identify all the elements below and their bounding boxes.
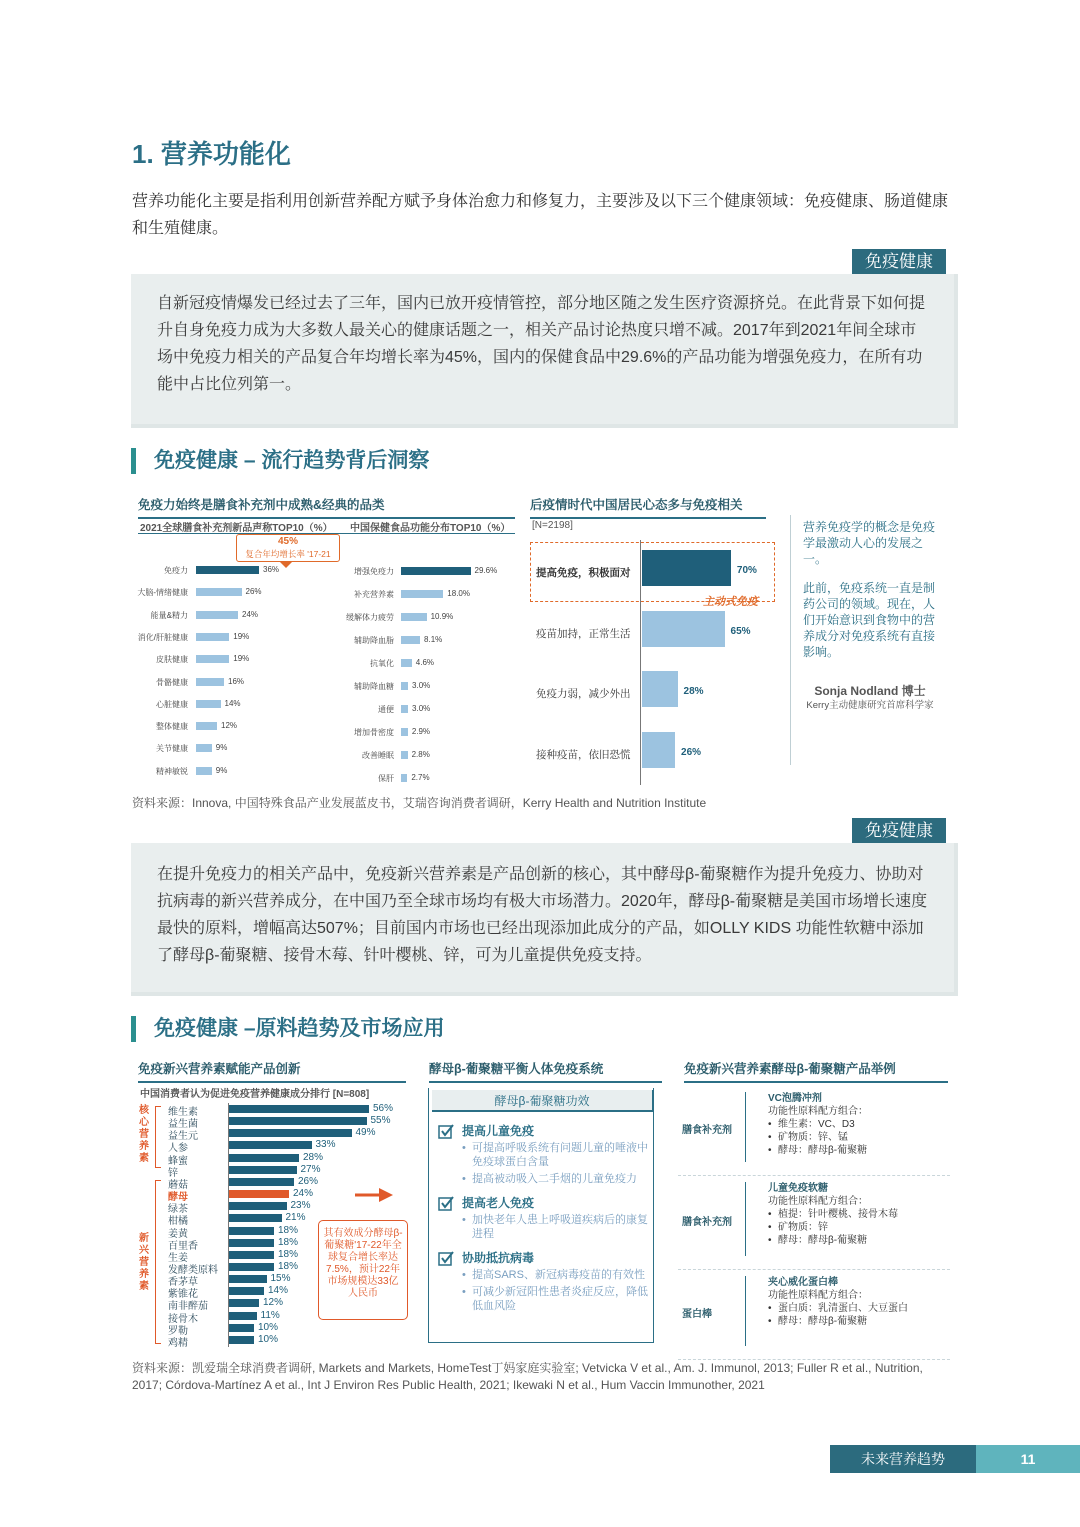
bar-value-label: 12% [221, 721, 238, 731]
product-info [768, 1182, 948, 1247]
product-info [768, 1092, 948, 1157]
bar-label: 益生元 [168, 1131, 198, 1143]
bar-value-label: 27% [300, 1163, 321, 1175]
bar-value-label: 2.7% [411, 773, 430, 782]
product-row [678, 1088, 950, 1176]
bar [401, 728, 408, 736]
bar [642, 611, 725, 647]
bar-label: 消化/肝脏健康 [137, 632, 188, 642]
bar-label: 整体健康 [156, 722, 188, 732]
bar-value-label: 11% [260, 1309, 280, 1321]
bar-label: 南非醉茄 [168, 1301, 208, 1313]
chart-a-title: 免疫力始终是膳食补充剂中成熟&经典的品类 [138, 495, 515, 519]
product-examples [678, 1088, 950, 1362]
bar-value-label: 19% [233, 631, 250, 641]
bar [401, 705, 408, 713]
bar-label: 紫锥花 [168, 1289, 198, 1301]
bar-label: 改善睡眠 [362, 751, 394, 760]
product-category: 蛋白棒 [682, 1309, 712, 1320]
product-bracket [740, 1276, 746, 1346]
bar [401, 774, 407, 782]
bar [196, 611, 238, 619]
efficacy-heading-text: 提高老人免疫 [462, 1196, 535, 1210]
efficacy-heading [438, 1194, 650, 1211]
bar-value-label: 70% [736, 565, 757, 576]
group-core-label: 核心营养素 [139, 1105, 149, 1164]
bar-label: 关节健康 [156, 744, 188, 754]
cagr-callout [236, 534, 340, 562]
product-category: 膳食补充剂 [682, 1217, 732, 1228]
bar-value-label: 26% [681, 746, 702, 758]
bar-value-label: 4.6% [415, 658, 435, 667]
bar-value-label: 9% [215, 743, 228, 753]
checkbox-icon [438, 1195, 454, 1211]
bar [229, 1287, 264, 1295]
chart-b-title: 后疫情时代中国居民心态多与免疫相关 [530, 495, 766, 519]
footer-label: 未来营养趋势 [830, 1445, 976, 1473]
section-heading-trends: 免疫健康 – 流行趋势背后洞察 [131, 448, 429, 474]
bar-label: 通便 [378, 705, 394, 714]
bar-label: 增强免疫力 [354, 567, 394, 576]
global-claims-chart [130, 565, 330, 785]
efficacy-point: • 提高SARS、新冠病毒疫苗的有效性 [462, 1268, 650, 1282]
bar [196, 767, 212, 775]
bar [196, 588, 242, 596]
bar-label: 接种疫苗，依旧恐慌 [536, 748, 631, 761]
info-box-2-text: 在提升免疫力的相关产品中，免疫新兴营养素是产品创新的核心，其中酵母β-葡聚糖作为提升免疫力、协助对抗病毒的新兴营养成分，在中国乃至全球市场均有极大市场潜力。2020年，酵母β-葡聚糖是美国市场增长速度最快的原料，增幅高达507%；目前国内市场也已经出现添加此成分的产品，如OLLY KIDS 功能性软糖中添加了酵母β-葡聚糖、接骨木莓、针叶樱桃、锌，可为儿童提供免疫支持。 [157, 866, 928, 964]
chart-b-sample: [N=2198] [532, 520, 573, 531]
bar [229, 1117, 367, 1125]
bar-label: 绿茶 [168, 1204, 188, 1216]
bar [196, 655, 229, 663]
bar-label: 维生素 [168, 1107, 198, 1118]
page-title: 1. 营养功能化 [132, 139, 291, 169]
bar-label: 疫苗加持，正常生活 [536, 627, 631, 640]
bar-value-label: 56% [373, 1103, 394, 1114]
bar-label: 接骨木 [168, 1313, 198, 1325]
bar-value-label: 26% [298, 1175, 319, 1187]
bar-label: 百里香 [168, 1240, 198, 1252]
bar-value-label: 23% [290, 1200, 311, 1212]
bar-value-label: 24% [242, 609, 259, 619]
product-combo: 功能性原料配方组合： [768, 1106, 868, 1117]
bar [229, 1214, 282, 1222]
bar [401, 636, 420, 644]
bar [229, 1129, 352, 1137]
col2-title: 酵母β-葡聚糖平衡人体免疫系统 [429, 1059, 662, 1083]
efficacy-item [438, 1249, 650, 1313]
group-emerging-label: 新兴营养素 [139, 1233, 149, 1292]
bar-value-label: 33% [315, 1139, 336, 1151]
product-bracket [740, 1092, 746, 1162]
bar-label: 补充营养素 [354, 590, 394, 599]
bar [229, 1336, 254, 1344]
bar [196, 633, 229, 641]
product-category: 膳食补充剂 [682, 1125, 732, 1136]
efficacy-heading [438, 1249, 650, 1266]
bar [229, 1178, 294, 1186]
product-info [768, 1276, 948, 1328]
bar-value-label: 26% [245, 587, 262, 597]
bar-value-label: 12% [263, 1297, 284, 1309]
chart-a-sub-left: 2021全球膳食补充剂新品声称TOP10（%） [140, 523, 333, 534]
product-ingredient: • 矿物质：锌 [768, 1221, 948, 1234]
source-note-1: 资料来源：Innova, 中国特殊食品产业发展蓝皮书，艾瑞咨询消费者调研，Kerry Health and Nutrition Institute [132, 796, 707, 810]
bar-value-label: 10% [258, 1333, 279, 1345]
efficacy-item [438, 1194, 650, 1241]
expert-quote-1: 营养免疫学的概念是免疫学最激动人心的发展之一。 [803, 520, 936, 566]
bar [229, 1227, 274, 1235]
checkbox-icon [438, 1123, 454, 1139]
bar-label: 能量&精力 [150, 610, 188, 620]
expert-name: Sonja Nodland 博士 [814, 684, 926, 698]
bar [229, 1202, 287, 1210]
product-combo: 功能性原料配方组合： [768, 1290, 868, 1301]
cagr-label: 复合年均增长率 '17-21 [245, 549, 331, 559]
bar [229, 1324, 254, 1332]
bar-label: 蘑菇 [168, 1179, 188, 1191]
section-heading-ingredients: 免疫健康 –原料趋势及市场应用 [131, 1016, 445, 1042]
bar-label: 益生菌 [168, 1119, 198, 1131]
bar-label: 大脑-情绪健康 [137, 588, 188, 598]
bar-label: 缓解体力疲劳 [346, 613, 394, 622]
bar [229, 1312, 257, 1320]
bar [642, 671, 678, 707]
bar [229, 1190, 289, 1198]
bar-value-label: 18% [278, 1248, 299, 1260]
bar-value-label: 3.0% [412, 704, 431, 713]
bar-value-label: 55% [370, 1115, 391, 1127]
bar-value-label: 8.1% [424, 635, 443, 644]
col1-title: 免疫新兴营养素赋能产品创新 [138, 1059, 406, 1083]
quote-divider [790, 515, 791, 765]
bar [401, 682, 408, 690]
bar-value-label: 10% [258, 1321, 279, 1333]
product-combo: 功能性原料配方组合： [768, 1196, 868, 1207]
bar [196, 566, 259, 574]
bar-label: 免疫力弱，减少外出 [536, 688, 631, 700]
china-functions-chart [330, 562, 520, 787]
efficacy-heading-text: 协助抵抗病毒 [462, 1251, 535, 1265]
checkbox-icon [438, 1250, 454, 1266]
bar-label: 皮肤健康 [156, 655, 188, 665]
product-name: 夹心威化蛋白棒 [768, 1277, 838, 1288]
bar [229, 1263, 274, 1271]
bar-label: 人参 [168, 1143, 188, 1155]
bar-value-label: 14% [268, 1285, 289, 1297]
bar [401, 751, 408, 759]
yeast-callout: 其有效成分酵母β-葡聚糖'17-22年全球复合增长率达7.5%，预计22年市场规模达33亿人民币 [318, 1220, 408, 1320]
bar-value-label: 28% [683, 686, 704, 697]
efficacy-heading-text: 提高儿童免疫 [462, 1124, 535, 1138]
bar-label: 发酵类原料 [168, 1264, 218, 1276]
bar-label: 酵母 [168, 1192, 188, 1204]
col3-title: 免疫新兴营养素酵母β-葡聚糖产品举例 [684, 1059, 948, 1083]
bar-value-label: 18% [278, 1236, 299, 1248]
bar [196, 678, 224, 686]
cagr-percent: 45% [277, 536, 298, 547]
product-name: 儿童免疫软糖 [768, 1183, 828, 1194]
info-box-1-text: 自新冠疫情爆发已经过去了三年，国内已放开疫情管控，部分地区随之发生医疗资源挤兑。在此背景下如何提升自身免疫力成为大多数人最关心的健康话题之一，相关产品讨论热度只增不减。2017年到2021年间全球市场中免疫力相关的产品复合年均增长率为45%，国内的保健食品中29.6%的产品功能为增强免疫力，在所有功能中占比位列第一。 [157, 295, 926, 393]
info-box-1 [131, 274, 958, 428]
bar-value-label: 2.8% [411, 750, 430, 759]
bar-value-label: 21% [285, 1212, 306, 1224]
info-box-2 [131, 843, 958, 996]
efficacy-point: • 可提高呼吸系统有问题儿童的唾液中免疫球蛋白含量 [462, 1141, 650, 1169]
bar-label: 心脏健康 [156, 699, 188, 709]
product-ingredient: • 酵母：酵母β-葡聚糖 [768, 1315, 948, 1328]
expert-role: Kerry主动健康研究首席科学家 [806, 700, 934, 711]
bar [229, 1251, 274, 1259]
bar-label: 抗氧化 [370, 659, 394, 668]
product-ingredient: • 矿物质：锌、锰 [768, 1131, 948, 1144]
bar-value-label: 19% [233, 654, 250, 664]
efficacy-item [438, 1122, 650, 1186]
efficacy-points [462, 1213, 650, 1241]
bar [642, 732, 675, 768]
arrow-icon [355, 1188, 381, 1198]
product-name: VC泡腾冲剂 [768, 1093, 822, 1104]
bar-label: 提高免疫，积极面对 [536, 567, 631, 579]
expert-quote-2: 此前，免疫系统一直是制药公司的领域。现在，人们开始意识到食物中的营养成分对免疫系统有直接影响。 [803, 581, 936, 659]
bar-value-label: 24% [293, 1188, 314, 1200]
bar-value-label: 15% [270, 1273, 291, 1285]
bar-label: 姜黄 [168, 1228, 188, 1240]
bar-value-label: 36% [263, 565, 280, 574]
bar [401, 613, 427, 621]
product-ingredient: • 酵母：酵母β-葡聚糖 [768, 1234, 948, 1247]
bar-value-label: 18% [278, 1224, 299, 1236]
bar-value-label: 16% [228, 676, 245, 686]
bar-value-label: 3.0% [412, 681, 431, 690]
bar-value-label: 9% [215, 765, 228, 775]
bar-value-label: 10.9% [430, 612, 454, 621]
bar [229, 1239, 274, 1247]
efficacy-point: • 提高被动吸入二手烟的儿童免疫力 [462, 1172, 650, 1186]
bar [196, 700, 221, 708]
efficacy-list [438, 1122, 650, 1321]
immune-health-tag-2: 免疫健康 [852, 818, 946, 843]
bar [196, 722, 217, 730]
col1-sub: 中国消费者认为促进免疫营养健康成分排行 [N=808] [140, 1089, 370, 1100]
product-ingredient: • 维生素：VC、D3 [768, 1118, 948, 1131]
product-row [678, 1272, 950, 1360]
bar [229, 1105, 369, 1113]
bar [229, 1141, 312, 1149]
bar-label: 增加骨密度 [354, 728, 394, 737]
product-ingredient: • 蛋白质：乳清蛋白、大豆蛋白 [768, 1302, 948, 1315]
bar-value-label: 18.0% [447, 589, 470, 598]
bar-value-label: 29.6% [474, 566, 498, 575]
bar-label: 免疫力 [164, 566, 188, 575]
efficacy-point: • 加快老年人患上呼吸道疾病后的康复进程 [462, 1213, 650, 1241]
bar-label: 生姜 [168, 1252, 188, 1264]
product-ingredient: • 植提：针叶樱桃、接骨木莓 [768, 1208, 948, 1221]
bar [642, 550, 731, 586]
bar [229, 1275, 267, 1283]
efficacy-points [462, 1268, 650, 1313]
efficacy-point: • 可减少新冠阳性患者炎症反应，降低低血风险 [462, 1285, 650, 1313]
chart-b-annotation: 主动式免疫 [703, 596, 758, 608]
bar-label: 骨骼健康 [156, 677, 188, 687]
bar [229, 1299, 259, 1307]
bar-label: 辅助降血脂 [354, 636, 394, 645]
bar-label: 鸡精 [168, 1337, 188, 1349]
product-ingredients [768, 1302, 948, 1328]
product-ingredient: • 酵母：酵母β-葡聚糖 [768, 1144, 948, 1157]
bar [401, 659, 412, 667]
bar-label: 蜂蜜 [168, 1155, 188, 1167]
bar [229, 1154, 299, 1162]
bar-value-label: 18% [278, 1260, 299, 1272]
bar-value-label: 49% [355, 1127, 376, 1139]
product-row [678, 1178, 950, 1270]
intro-paragraph: 营养功能化主要是指利用创新营养配方赋予身体治愈力和修复力，主要涉及以下三个健康领域：免疫健康、肠道健康和生殖健康。 [132, 193, 949, 237]
bar-label: 柑橘 [168, 1216, 188, 1228]
bar [196, 744, 212, 752]
bar-label: 罗勒 [168, 1325, 188, 1337]
bar-label: 保肝 [378, 774, 394, 783]
immune-health-tag: 免疫健康 [852, 249, 946, 274]
product-ingredients [768, 1208, 948, 1247]
bar-value-label: 2.9% [411, 727, 431, 736]
product-ingredients [768, 1118, 948, 1157]
bar [401, 590, 443, 598]
bar-label: 香茅草 [168, 1277, 198, 1289]
mindset-chart [530, 550, 770, 780]
product-bracket [740, 1182, 746, 1256]
bar-value-label: 14% [224, 698, 241, 708]
page-number: 11 [976, 1445, 1080, 1473]
bar-label: 精神敏锐 [156, 766, 188, 776]
bar [229, 1166, 297, 1174]
efficacy-points [462, 1141, 650, 1186]
bar-value-label: 28% [303, 1151, 324, 1163]
bar-label: 辅助降血糖 [354, 682, 394, 691]
source-note-2: 资料来源：凯爱瑞全球消费者调研, Markets and Markets, HomeTest丁妈家庭实验室; Vetvicka V et al., Am. J. Immunol, 2013; Fuller R et al., Nutrition, 2017; Córdova-Martínez A et al., Int J Environ Res Public Health, 2021; Ikewaki N et al., Hum Vaccin Immunother, 2021 [132, 1361, 923, 1392]
bar-label: 锌 [168, 1167, 178, 1179]
chart-a-sub-right: 中国保健食品功能分布TOP10（%） [350, 523, 511, 534]
efficacy-header: 酵母β-葡聚糖功效 [432, 1090, 654, 1112]
efficacy-heading [438, 1122, 650, 1139]
bar [401, 567, 471, 575]
bar-value-label: 65% [730, 625, 751, 637]
